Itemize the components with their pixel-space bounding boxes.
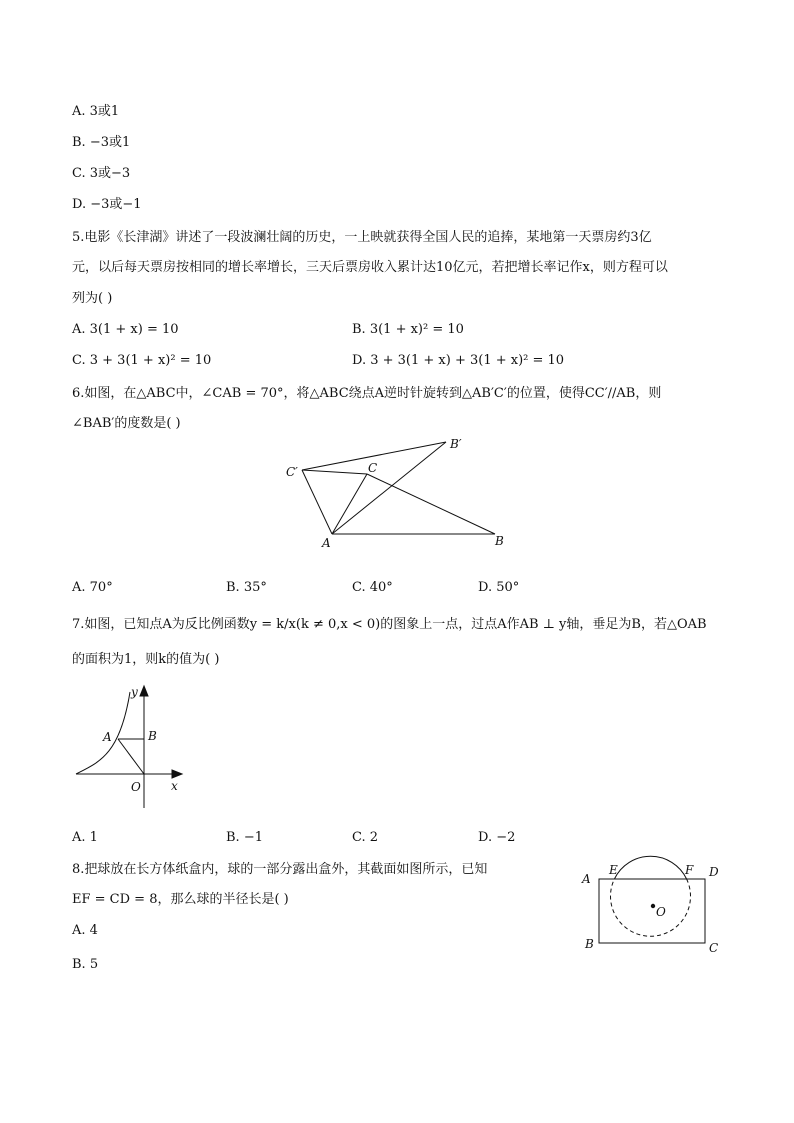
q7-option-c: C. 2 bbox=[352, 830, 379, 845]
q7-label-b: B bbox=[148, 729, 157, 743]
q6-label-c: C bbox=[368, 461, 378, 475]
q5-option-b: B. 3(1 + x)² = 10 bbox=[352, 322, 464, 337]
q4-option-b: B. −3或1 bbox=[72, 135, 131, 150]
q8-label-d: D bbox=[709, 865, 719, 879]
q8-box-rectangle bbox=[599, 879, 705, 943]
q6-segment-a-bprime bbox=[332, 442, 446, 534]
q6-segment-c-b bbox=[367, 474, 495, 534]
q6-option-c: C. 40° bbox=[352, 580, 393, 595]
q7-option-b: B. −1 bbox=[226, 830, 263, 845]
q7-x-axis-arrow bbox=[172, 770, 182, 778]
q4-option-c: C. 3或−3 bbox=[72, 166, 131, 181]
q8-label-b: B bbox=[585, 937, 594, 951]
q7-text-line-2: 的面积为1，则k的值为( ) bbox=[72, 652, 220, 667]
q6-text-line-1: 6.如图，在△ABC中，∠CAB = 70°，将△ABC绕点A逆时针旋转到△AB′C′的位置，使得CC′//AB，则 bbox=[72, 386, 662, 401]
q6-segment-cprime-a bbox=[302, 470, 332, 534]
q8-box-ball-figure bbox=[578, 852, 728, 960]
q6-label-c-prime: C′ bbox=[286, 465, 298, 479]
q6-option-b: B. 35° bbox=[226, 580, 267, 595]
q6-label-a: A bbox=[322, 536, 331, 550]
q6-option-d: D. 50° bbox=[478, 580, 520, 595]
q7-y-axis-arrow bbox=[140, 686, 148, 696]
q8-ball-visible-arc bbox=[614, 856, 686, 879]
q6-option-a: A. 70° bbox=[72, 580, 113, 595]
q8-label-f: F bbox=[685, 863, 694, 877]
q6-triangle-figure bbox=[280, 430, 510, 555]
q7-label-o: O bbox=[131, 780, 141, 794]
q5-text-line-3: 列为( ) bbox=[72, 291, 113, 306]
q8-option-b: B. 5 bbox=[72, 957, 99, 972]
q8-option-a: A. 4 bbox=[72, 923, 98, 938]
q6-label-b-prime: B′ bbox=[450, 437, 462, 451]
q7-option-a: A. 1 bbox=[72, 830, 98, 845]
q5-option-a: A. 3(1 + x) = 10 bbox=[72, 322, 179, 337]
q6-segment-cprime-c bbox=[302, 470, 367, 474]
q6-label-b: B bbox=[495, 534, 504, 548]
q7-label-a: A bbox=[103, 730, 112, 744]
q7-label-y: y bbox=[131, 685, 138, 699]
q8-text-line-2: EF = CD = 8，那么球的半径长是( ) bbox=[72, 892, 289, 907]
q7-text-line-1: 7.如图，已知点A为反比例函数y = k/x(k ≠ 0,x < 0)的图象上一点，过点A作AB ⊥ y轴，垂足为B，若△OAB bbox=[72, 617, 707, 632]
q5-option-c: C. 3 + 3(1 + x)² = 10 bbox=[72, 353, 212, 368]
q5-option-d: D. 3 + 3(1 + x) + 3(1 + x)² = 10 bbox=[352, 353, 565, 368]
q8-label-e: E bbox=[609, 863, 618, 877]
q8-label-c: C bbox=[709, 941, 719, 955]
q4-option-a: A. 3或1 bbox=[72, 104, 120, 119]
q8-center-point bbox=[651, 904, 655, 908]
q7-label-x: x bbox=[171, 779, 178, 793]
q7-segment-a-o bbox=[118, 739, 144, 774]
q8-label-a: A bbox=[582, 872, 591, 886]
q8-text-line-1: 8.把球放在长方体纸盒内，球的一部分露出盒外，其截面如图所示，已知 bbox=[72, 862, 488, 877]
q5-text-line-2: 元，以后每天票房按相同的增长率增长，三天后票房收入累计达10亿元，若把增长率记作x，则方程可以 bbox=[72, 260, 668, 275]
q6-text-line-2: ∠BAB′的度数是( ) bbox=[72, 416, 181, 431]
q8-label-o: O bbox=[656, 905, 666, 919]
q7-hyperbola-figure bbox=[72, 682, 192, 812]
q4-option-d: D. −3或−1 bbox=[72, 197, 142, 212]
q8-ball-hidden-arc bbox=[611, 879, 691, 936]
q5-text-line-1: 5.电影《长津湖》讲述了一段波澜壮阔的历史，一上映就获得全国人民的追捧，某地第一天票房约3亿 bbox=[72, 230, 652, 245]
q6-segment-c-a bbox=[332, 474, 367, 534]
q7-option-d: D. −2 bbox=[478, 830, 516, 845]
